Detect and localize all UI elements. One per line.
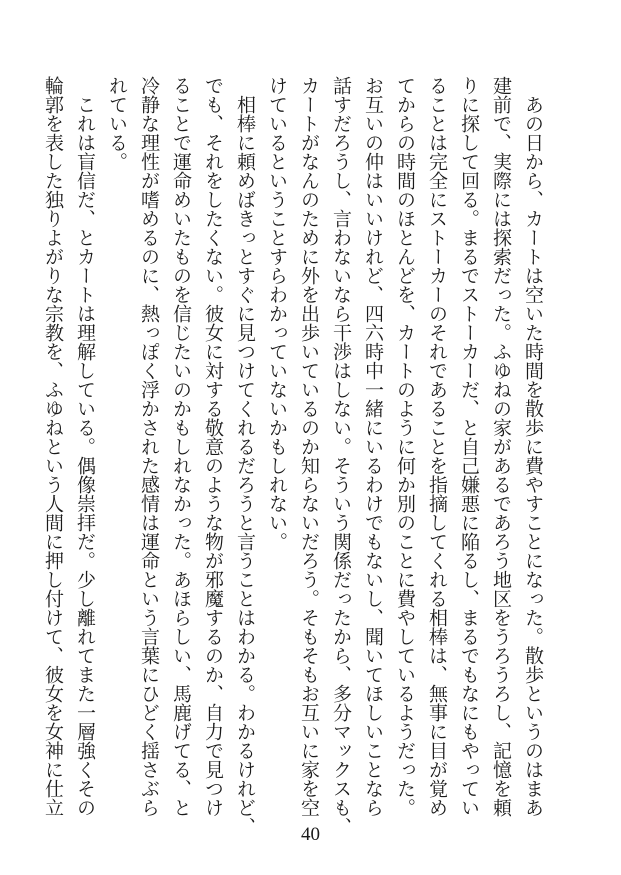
text-line: てからの時間のほとんどを、カートのように何か別のことに費やしているようだった。 [394,76,416,817]
text-line: れている。 [106,76,128,171]
text-line: ることは完全にストーカーのそれであることを指摘してくれる相棒は、無事に目が覚め [426,76,448,817]
text-line: 冷静な理性が嗜めるのに、熱っぽく浮かされた感情は運命という言葉にひどく揺さぶら [138,76,160,817]
text-line: 輪郭を表した独りよがりな宗教を、ふゆねという人間に押し付けて、彼女を女神に仕立 [42,76,64,817]
text-line: でも、それをしたくない。彼女に対する敬意のような物が邪魔するのか、自力で見つけ [202,76,224,817]
text-line: 相棒に頼めばきっとすぐに見つけてくれるだろうと言うことはわかる。わかるけれど、 [234,76,256,836]
text-line: 話すだろうし、言わないなら干渉はしない。そういう関係だったから、多分マックスも、 [330,76,352,836]
text-line: あの日から、カートは空いた時間を散歩に費やすことになった。散歩というのはまあ [522,76,544,817]
text-line: カートがなんのために外を出歩いているのか知らないだろう。そもそもお互いに家を空 [298,76,320,817]
text-line: これは盲信だ、とカートは理解している。偶像崇拝だ。少し離れてまた一層強くその [74,76,96,817]
page-number: 40 [301,824,320,845]
text-line: りに探して回る。まるでストーカーだ、と自己嫌悪に陥るし、まるでもなにもやってい [458,76,480,817]
text-line: 建前で、実際には探索だった。ふゆねの家があるであろう地区をうろうろし、記憶を頼 [490,76,512,817]
text-line: ることで運命めいたものを信じたいのかもしれなかった。あほらしい、馬鹿げてる、と [170,76,192,817]
text-line: お互いの仲はいいけれど、四六時中一緒にいるわけでもないし、聞いてほしいことなら [362,76,384,817]
text-line: けているということすらわかっていないかもしれない。 [266,76,288,551]
